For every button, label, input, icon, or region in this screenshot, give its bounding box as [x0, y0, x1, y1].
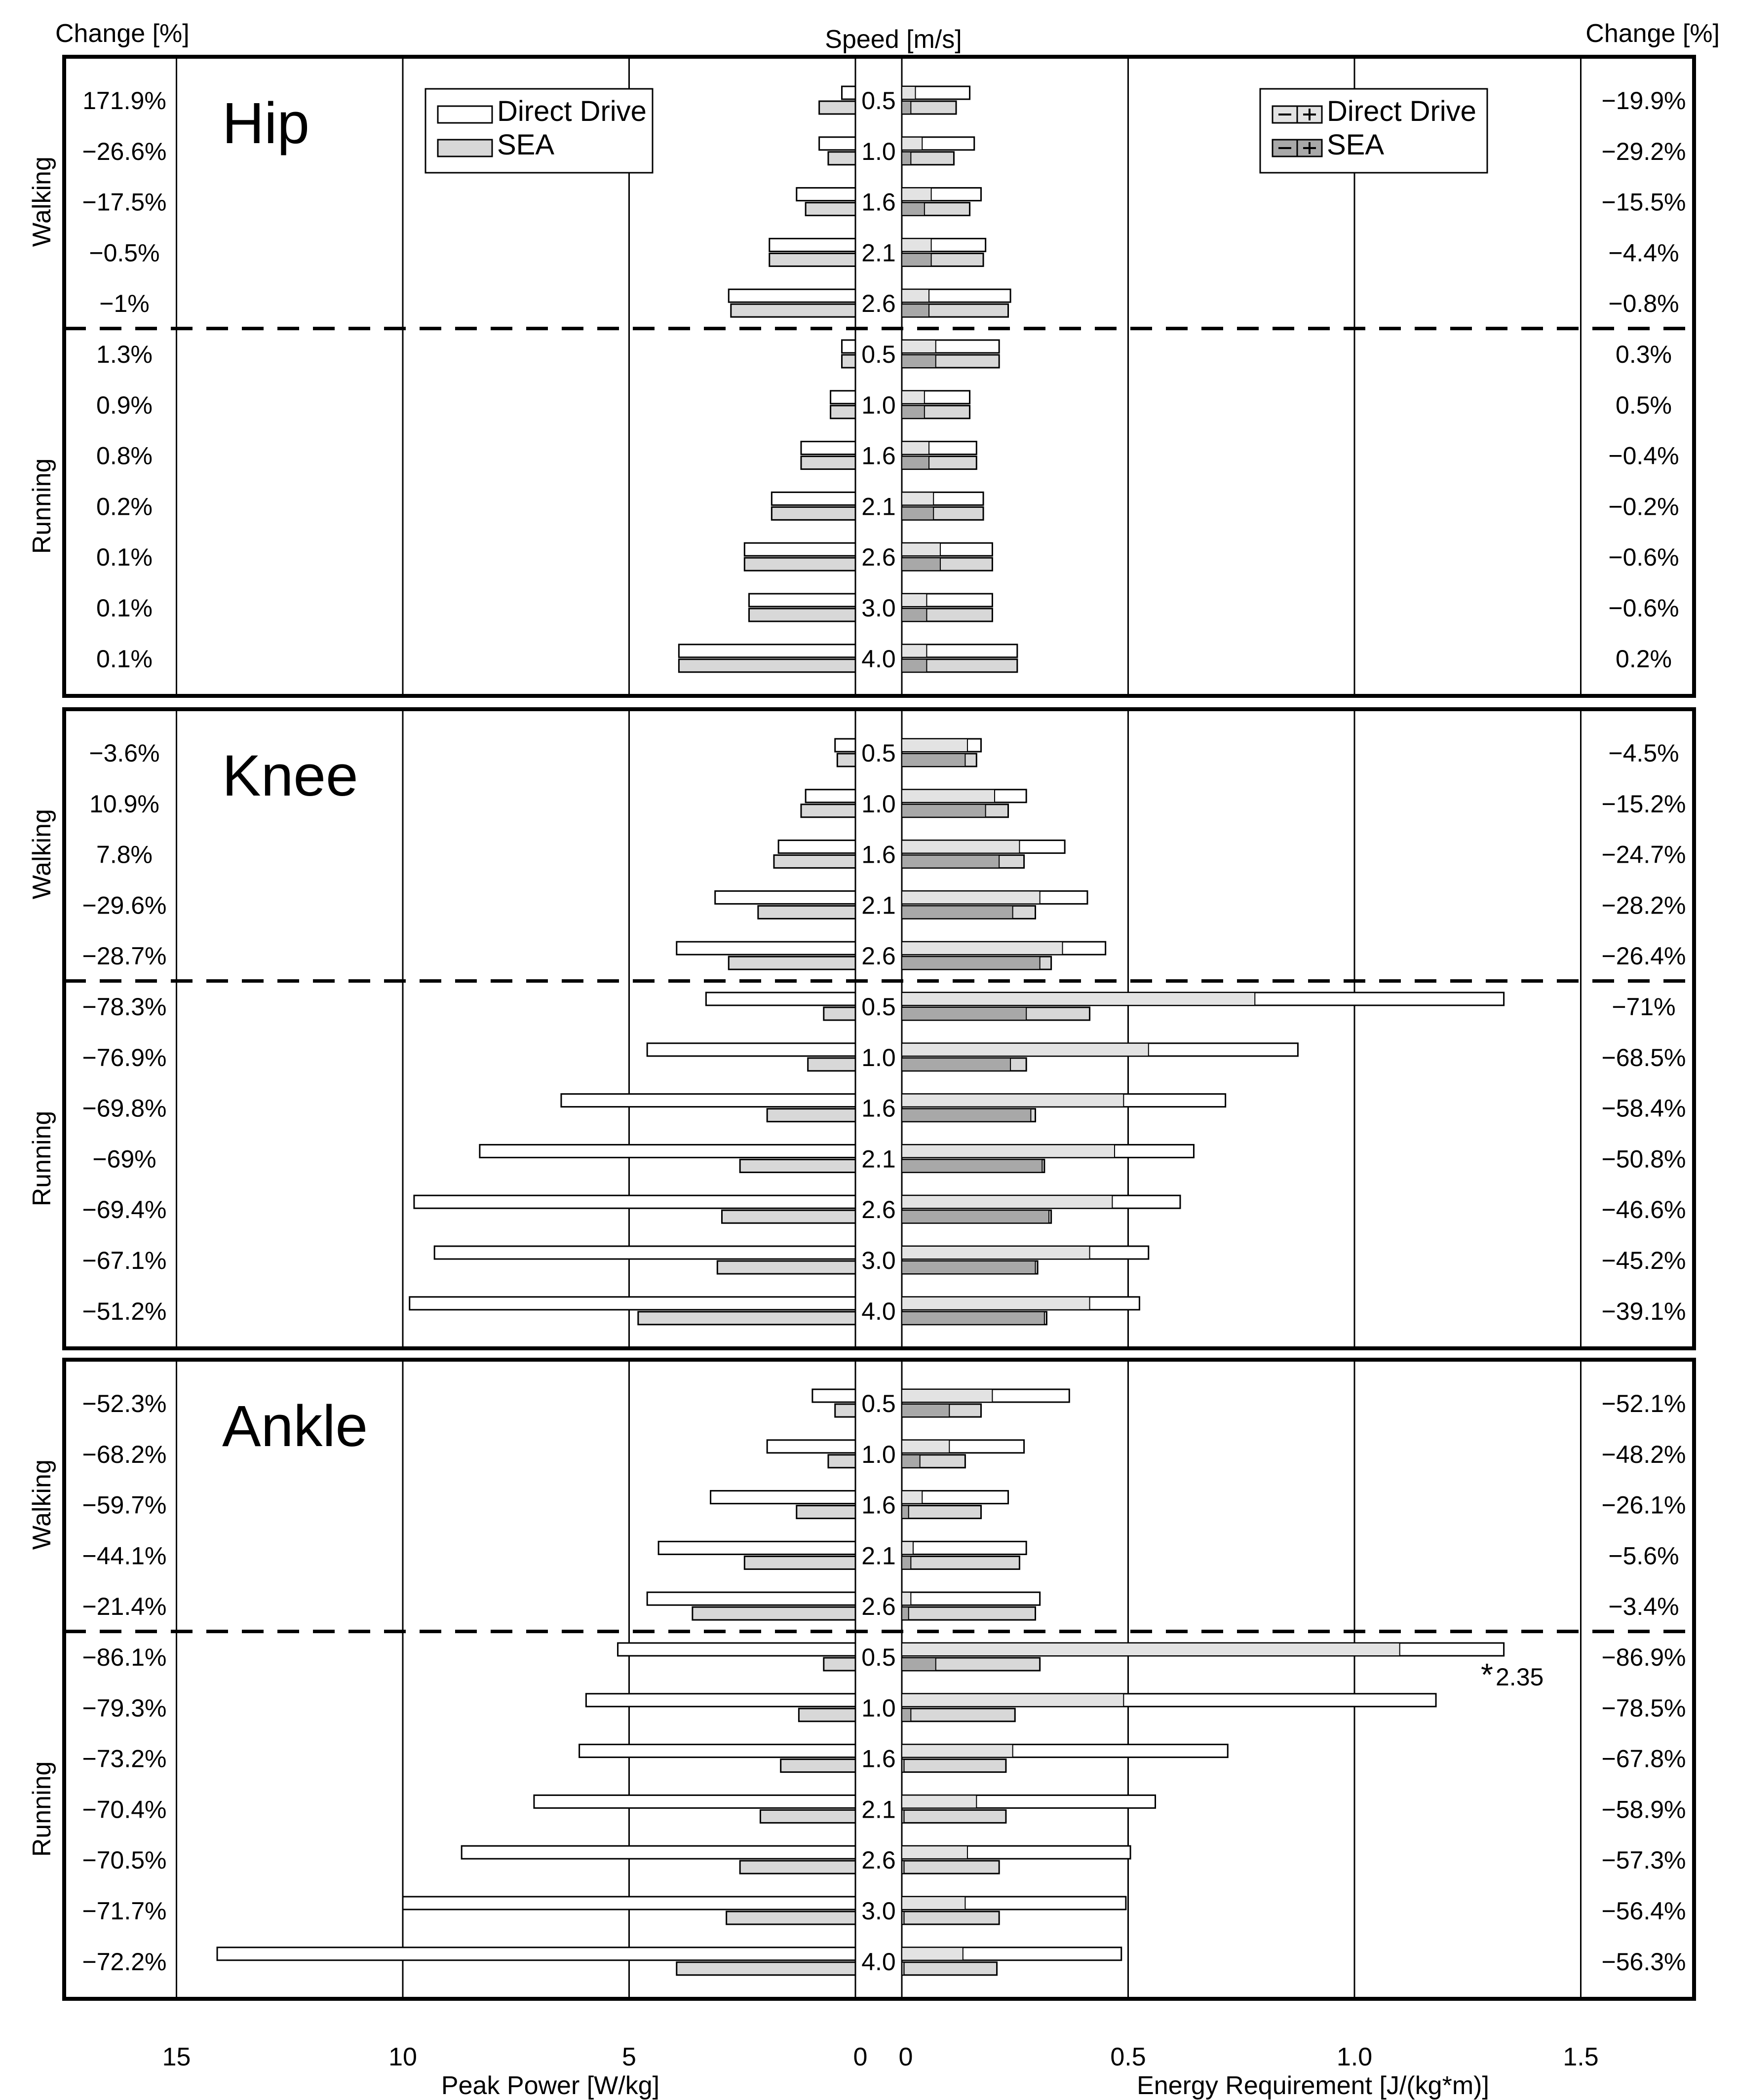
power-change-label: 7.8% — [96, 840, 153, 869]
energy-bar-sea-positive — [902, 1261, 1036, 1274]
energy-change-label: −48.2% — [1601, 1440, 1686, 1468]
energy-bar-direct-drive-positive — [902, 942, 1063, 955]
power-bar-direct-drive — [749, 594, 855, 607]
energy-change-label: −57.3% — [1601, 1846, 1686, 1874]
power-change-label: −76.9% — [82, 1043, 167, 1071]
energy-bar-sea — [902, 1759, 1006, 1772]
speed-label: 2.6 — [861, 1196, 896, 1224]
speed-label: 1.6 — [861, 840, 896, 869]
right-change-header: Change [%] — [1585, 19, 1720, 48]
energy-bar-sea-positive — [902, 956, 1040, 969]
energy-bar-direct-drive-positive — [902, 993, 1255, 1005]
power-bar-sea — [824, 1007, 855, 1020]
energy-bar-sea-positive — [902, 1911, 904, 1924]
speed-label: 4.0 — [861, 1947, 896, 1976]
joint-label: Ankle — [222, 1394, 368, 1459]
energy-bar-sea — [902, 1861, 999, 1873]
energy-bar-direct-drive-positive — [902, 1145, 1115, 1157]
joint-label: Knee — [222, 743, 358, 808]
speed-label: 2.6 — [861, 1593, 896, 1621]
energy-bar-sea-positive — [902, 152, 911, 165]
power-bar-sea — [760, 1810, 855, 1823]
power-change-label: −67.1% — [82, 1247, 167, 1274]
asterisk-icon: * — [1481, 1657, 1493, 1692]
energy-change-label: −19.9% — [1601, 87, 1686, 115]
energy-change-label: −71% — [1612, 993, 1676, 1021]
power-bar-direct-drive — [403, 1897, 855, 1909]
power-bar-sea — [835, 1404, 855, 1417]
power-tick-label: 10 — [388, 2043, 417, 2071]
speed-label: 1.0 — [861, 1440, 896, 1468]
energy-bar-sea-positive — [902, 1658, 936, 1671]
energy-tick-label: 1.5 — [1563, 2043, 1599, 2071]
speed-label: 2.6 — [861, 543, 896, 572]
power-bar-sea — [693, 1607, 855, 1620]
power-bar-sea — [801, 457, 855, 469]
energy-bar-sea-positive — [902, 1506, 909, 1519]
power-bar-direct-drive — [778, 840, 855, 853]
energy-bar-direct-drive-positive — [902, 1795, 976, 1808]
energy-bar-sea-positive — [902, 1556, 911, 1569]
speed-label: 0.5 — [861, 87, 896, 115]
energy-bar-sea — [902, 1911, 999, 1924]
power-bar-direct-drive — [806, 790, 855, 802]
power-bar-sea — [638, 1312, 855, 1325]
power-bar-direct-drive — [618, 1643, 855, 1656]
speed-label: 1.0 — [861, 391, 896, 419]
energy-bar-sea-positive — [902, 101, 911, 114]
energy-bar-direct-drive-positive — [902, 442, 929, 455]
energy-bar-direct-drive-positive — [902, 1745, 1013, 1757]
gait-label: Running — [28, 1761, 56, 1857]
power-bar-sea — [772, 507, 855, 520]
speed-label: 3.0 — [861, 1897, 896, 1925]
left-x-axis-label: Peak Power [W/kg] — [441, 2071, 660, 2100]
power-bar-sea — [797, 1506, 855, 1519]
power-bar-direct-drive — [414, 1195, 855, 1208]
power-tick-label: 0 — [853, 2043, 868, 2071]
power-bar-direct-drive — [812, 1389, 855, 1402]
speed-label: 1.0 — [861, 790, 896, 818]
speed-label: 3.0 — [861, 594, 896, 622]
energy-bar-sea-positive — [902, 1810, 904, 1823]
energy-bar-direct-drive-positive — [902, 86, 916, 99]
speed-label: 2.1 — [861, 891, 896, 919]
energy-change-label: −78.5% — [1601, 1694, 1686, 1722]
energy-bar-sea-positive — [902, 507, 933, 520]
power-change-label: −52.3% — [82, 1390, 167, 1417]
power-change-label: 171.9% — [82, 87, 166, 115]
energy-change-label: −68.5% — [1601, 1043, 1686, 1071]
power-bar-sea — [740, 1861, 855, 1873]
speed-label: 4.0 — [861, 1297, 896, 1325]
speed-label: 1.6 — [861, 442, 896, 470]
power-bar-direct-drive — [819, 137, 855, 150]
energy-change-label: −15.2% — [1601, 790, 1686, 818]
energy-change-label: −28.2% — [1601, 891, 1686, 919]
speed-label: 2.1 — [861, 493, 896, 521]
power-change-label: −44.1% — [82, 1542, 167, 1570]
power-bar-direct-drive — [217, 1947, 855, 1960]
speed-label: 3.0 — [861, 1247, 896, 1274]
power-bar-direct-drive — [770, 238, 855, 251]
energy-bar-direct-drive-positive — [902, 391, 925, 404]
power-bar-direct-drive — [801, 442, 855, 455]
energy-change-label: −0.6% — [1608, 594, 1679, 622]
power-bar-direct-drive — [842, 86, 855, 99]
speed-label: 0.5 — [861, 993, 896, 1021]
speed-label: 2.1 — [861, 1145, 896, 1173]
speed-label: 2.1 — [861, 1542, 896, 1570]
speed-label: 4.0 — [861, 645, 896, 673]
power-bar-direct-drive — [677, 942, 855, 955]
power-change-label: −3.6% — [89, 739, 160, 767]
power-change-label: −78.3% — [82, 993, 167, 1021]
energy-bar-sea-positive — [902, 355, 936, 368]
power-bar-direct-drive — [835, 739, 855, 752]
speed-label: 2.6 — [861, 1846, 896, 1874]
power-bar-sea — [744, 558, 855, 571]
energy-bar-direct-drive-positive — [902, 340, 936, 353]
power-change-label: −86.1% — [82, 1643, 167, 1671]
power-bar-direct-drive — [647, 1043, 855, 1056]
gait-label: Running — [28, 458, 56, 554]
energy-change-label: −4.5% — [1608, 739, 1679, 767]
power-bar-sea — [727, 1911, 855, 1924]
power-change-label: 0.8% — [96, 442, 153, 470]
power-change-label: −1% — [99, 290, 150, 318]
power-bar-direct-drive — [658, 1541, 855, 1554]
energy-bar-sea-positive — [902, 1210, 1049, 1223]
energy-bar-sea-positive — [902, 1759, 904, 1772]
power-bar-sea — [767, 1109, 855, 1122]
power-tick-label: 5 — [622, 2043, 636, 2071]
energy-bar-direct-drive-positive — [902, 840, 1019, 853]
energy-bar-direct-drive-positive — [902, 1897, 965, 1909]
speed-label: 0.5 — [861, 1643, 896, 1671]
energy-bar-sea-positive — [902, 1607, 909, 1620]
power-bar-direct-drive — [842, 340, 855, 353]
speed-label: 2.1 — [861, 1795, 896, 1824]
speed-label: 1.0 — [861, 1043, 896, 1071]
power-bar-direct-drive — [744, 543, 855, 556]
energy-bar-sea-positive — [902, 1709, 911, 1721]
energy-change-label: −58.9% — [1601, 1795, 1686, 1824]
energy-bar-direct-drive — [902, 1541, 1026, 1554]
energy-bar-direct-drive-positive — [902, 543, 940, 556]
power-bar-direct-drive — [679, 645, 855, 657]
energy-change-label: −45.2% — [1601, 1247, 1686, 1274]
speed-label: 1.6 — [861, 1491, 896, 1519]
left-change-header: Change [%] — [55, 19, 190, 48]
power-bar-sea — [806, 203, 855, 216]
energy-change-label: −0.2% — [1608, 493, 1679, 521]
power-bar-direct-drive — [772, 492, 855, 505]
energy-bar-sea-positive — [902, 304, 929, 317]
power-change-label: −0.5% — [89, 239, 160, 267]
energy-bar-sea-positive — [902, 406, 925, 419]
overflow-value-label: 2.35 — [1496, 1663, 1544, 1691]
energy-bar-sea-positive — [902, 1962, 904, 1975]
speed-header: Speed [m/s] — [825, 25, 962, 54]
power-bar-sea — [842, 355, 855, 368]
energy-change-label: −0.4% — [1608, 442, 1679, 470]
power-bar-direct-drive — [767, 1440, 855, 1453]
energy-bar-sea — [902, 1709, 1015, 1721]
power-change-label: −59.7% — [82, 1491, 167, 1519]
power-bar-direct-drive — [434, 1246, 855, 1259]
energy-bar-sea — [902, 1607, 1036, 1620]
power-bar-direct-drive — [586, 1694, 855, 1707]
power-bar-sea — [831, 406, 855, 419]
energy-change-label: 0.5% — [1616, 391, 1672, 419]
speed-label: 1.0 — [861, 1694, 896, 1722]
speed-label: 0.5 — [861, 1390, 896, 1417]
energy-bar-sea-positive — [902, 906, 1013, 918]
speed-label: 0.5 — [861, 341, 896, 368]
speed-label: 2.6 — [861, 290, 896, 318]
energy-bar-sea-positive — [902, 1109, 1031, 1122]
energy-bar-direct-drive-positive — [902, 1043, 1149, 1056]
speed-label: 1.6 — [861, 1094, 896, 1122]
power-change-label: −69% — [92, 1145, 156, 1173]
power-bar-sea — [679, 659, 855, 672]
power-change-label: −29.6% — [82, 891, 167, 919]
energy-change-label: −26.1% — [1601, 1491, 1686, 1519]
power-bar-direct-drive — [534, 1795, 855, 1808]
legend-entry: Direct Drive — [1327, 95, 1476, 127]
gait-label: Walking — [28, 1459, 56, 1550]
energy-change-label: −24.7% — [1601, 840, 1686, 869]
speed-label: 1.0 — [861, 137, 896, 165]
power-bar-direct-drive — [729, 289, 855, 302]
energy-bar-sea-positive — [902, 1007, 1026, 1020]
power-bar-sea — [799, 1709, 855, 1721]
legend-entry: SEA — [1327, 129, 1385, 161]
energy-bar-direct-drive-positive — [902, 137, 922, 150]
power-change-label: −68.2% — [82, 1440, 167, 1468]
power-change-label: 1.3% — [96, 341, 153, 368]
power-bar-sea — [740, 1159, 855, 1172]
energy-change-label: −15.5% — [1601, 188, 1686, 216]
energy-change-label: −39.1% — [1601, 1297, 1686, 1325]
legend-entry: Direct Drive — [497, 95, 647, 127]
energy-tick-label: 0.5 — [1110, 2043, 1146, 2071]
power-change-label: −17.5% — [82, 188, 167, 216]
power-change-label: 0.1% — [96, 645, 153, 673]
power-bar-direct-drive — [480, 1145, 855, 1157]
energy-bar-direct-drive-positive — [902, 1094, 1123, 1107]
power-bar-direct-drive — [797, 188, 855, 201]
power-change-label: 0.2% — [96, 493, 153, 521]
power-bar-sea — [808, 1058, 855, 1071]
energy-change-label: −52.1% — [1601, 1390, 1686, 1417]
energy-bar-direct-drive-positive — [902, 594, 926, 607]
energy-bar-sea-positive — [902, 253, 931, 266]
energy-tick-label: 0 — [898, 2043, 913, 2071]
energy-change-label: −4.4% — [1608, 239, 1679, 267]
power-change-label: 0.1% — [96, 543, 153, 572]
power-change-label: −79.3% — [82, 1694, 167, 1722]
power-bar-direct-drive — [561, 1094, 855, 1107]
power-bar-sea — [781, 1759, 855, 1772]
energy-bar-direct-drive-positive — [902, 1491, 922, 1504]
energy-bar-direct-drive-positive — [902, 1694, 1123, 1707]
power-bar-sea — [729, 956, 855, 969]
energy-change-label: −58.4% — [1601, 1094, 1686, 1122]
power-change-label: 0.1% — [96, 594, 153, 622]
energy-bar-direct-drive — [902, 1592, 1040, 1605]
speed-label: 2.1 — [861, 239, 896, 267]
energy-bar-direct-drive-positive — [902, 891, 1040, 904]
energy-bar-sea-positive — [902, 1159, 1042, 1172]
power-bar-sea — [749, 609, 855, 621]
energy-bar-direct-drive-positive — [902, 1389, 992, 1402]
power-bar-sea — [801, 804, 855, 817]
energy-change-label: −29.2% — [1601, 137, 1686, 165]
energy-bar-direct-drive-positive — [902, 1846, 967, 1859]
gait-label: Running — [28, 1110, 56, 1207]
energy-bar-direct-drive-positive — [902, 1440, 949, 1453]
energy-bar-sea-positive — [902, 609, 926, 621]
energy-bar-sea-positive — [902, 1404, 949, 1417]
power-bar-direct-drive — [410, 1297, 855, 1310]
energy-change-label: −5.6% — [1608, 1542, 1679, 1570]
energy-bar-sea-positive — [902, 659, 926, 672]
energy-bar-direct-drive-positive — [902, 790, 995, 802]
power-change-label: 0.9% — [96, 391, 153, 419]
power-change-label: −28.7% — [82, 942, 167, 970]
energy-bar-sea-positive — [902, 1058, 1010, 1071]
legend-swatch — [438, 140, 492, 156]
power-bar-sea — [774, 855, 855, 868]
power-change-label: −70.5% — [82, 1846, 167, 1874]
energy-bar-sea — [902, 1810, 1006, 1823]
power-bar-sea — [677, 1962, 855, 1975]
power-bar-direct-drive — [462, 1846, 855, 1859]
power-bar-direct-drive — [831, 391, 855, 404]
power-bar-direct-drive — [706, 993, 855, 1005]
power-bar-sea — [828, 1455, 855, 1468]
energy-tick-label: 1.0 — [1336, 2043, 1373, 2071]
energy-change-label: −86.9% — [1601, 1643, 1686, 1671]
power-bar-sea — [731, 304, 855, 317]
power-tick-label: 15 — [162, 2043, 191, 2071]
power-change-label: −21.4% — [82, 1593, 167, 1621]
energy-bar-sea — [902, 1962, 997, 1975]
energy-bar-direct-drive-positive — [902, 739, 967, 752]
power-change-label: −51.2% — [82, 1297, 167, 1325]
energy-bar-direct-drive-positive — [902, 238, 931, 251]
gait-label: Walking — [28, 809, 56, 900]
energy-bar-direct-drive-positive — [902, 645, 926, 657]
power-bar-sea — [819, 101, 855, 114]
energy-bar-direct-drive-positive — [902, 1246, 1090, 1259]
power-bar-sea — [824, 1658, 855, 1671]
energy-change-label: −0.6% — [1608, 543, 1679, 572]
power-change-label: −69.4% — [82, 1196, 167, 1224]
energy-change-label: −26.4% — [1601, 942, 1686, 970]
energy-change-label: 0.2% — [1616, 645, 1672, 673]
energy-bar-sea-positive — [902, 203, 925, 216]
energy-bar-sea-positive — [902, 804, 986, 817]
legend-entry: SEA — [497, 129, 555, 161]
energy-bar-direct-drive-positive — [902, 1592, 911, 1605]
energy-bar-direct-drive-positive — [902, 289, 929, 302]
energy-bar-sea-positive — [902, 558, 940, 571]
energy-bar-sea-positive — [902, 1455, 920, 1468]
energy-bar-sea-positive — [902, 855, 999, 868]
energy-bar-sea-positive — [902, 754, 965, 766]
power-change-label: −72.2% — [82, 1947, 167, 1976]
energy-bar-sea — [902, 1506, 981, 1519]
energy-change-label: 0.3% — [1616, 341, 1672, 368]
energy-bar-direct-drive-positive — [902, 1195, 1112, 1208]
speed-label: 0.5 — [861, 739, 896, 767]
gait-label: Walking — [28, 156, 56, 247]
energy-change-label: −0.8% — [1608, 290, 1679, 318]
power-bar-sea — [837, 754, 855, 766]
energy-change-label: −56.3% — [1601, 1947, 1686, 1976]
power-bar-direct-drive — [579, 1745, 855, 1757]
speed-label: 1.6 — [861, 1745, 896, 1773]
joint-label: Hip — [222, 91, 310, 156]
speed-label: 2.6 — [861, 942, 896, 970]
energy-bar-direct-drive-positive — [902, 1297, 1090, 1310]
power-change-label: −26.6% — [82, 137, 167, 165]
power-bar-direct-drive — [715, 891, 855, 904]
energy-bar-sea-positive — [902, 1861, 904, 1873]
energy-change-label: −50.8% — [1601, 1145, 1686, 1173]
energy-bar-direct-drive-positive — [902, 492, 933, 505]
power-bar-sea — [758, 906, 855, 918]
energy-bar-direct-drive-positive — [902, 1541, 913, 1554]
energy-bar-sea-positive — [902, 457, 929, 469]
energy-bar-sea — [902, 1556, 1019, 1569]
power-change-label: −69.8% — [82, 1094, 167, 1122]
power-bar-sea — [717, 1261, 855, 1274]
legend-swatch — [438, 106, 492, 123]
right-x-axis-label: Energy Requirement [J/(kg*m)] — [1137, 2071, 1489, 2100]
energy-bar-direct-drive-positive — [902, 188, 931, 201]
energy-change-label: −56.4% — [1601, 1897, 1686, 1925]
power-change-label: −73.2% — [82, 1745, 167, 1773]
power-bar-sea — [744, 1556, 855, 1569]
power-bar-direct-drive — [711, 1491, 855, 1504]
speed-label: 1.6 — [861, 188, 896, 216]
power-bar-direct-drive — [647, 1592, 855, 1605]
energy-change-label: −46.6% — [1601, 1196, 1686, 1224]
power-change-label: 10.9% — [89, 790, 159, 818]
energy-bar-direct-drive-positive — [902, 1947, 963, 1960]
power-bar-sea — [770, 253, 855, 266]
power-change-label: −71.7% — [82, 1897, 167, 1925]
energy-change-label: −3.4% — [1608, 1593, 1679, 1621]
power-bar-sea — [722, 1210, 855, 1223]
energy-bar-sea-positive — [902, 1312, 1044, 1325]
power-bar-sea — [828, 152, 855, 165]
power-change-label: −70.4% — [82, 1795, 167, 1824]
energy-bar-direct-drive-positive — [902, 1643, 1400, 1656]
energy-change-label: −67.8% — [1601, 1745, 1686, 1773]
